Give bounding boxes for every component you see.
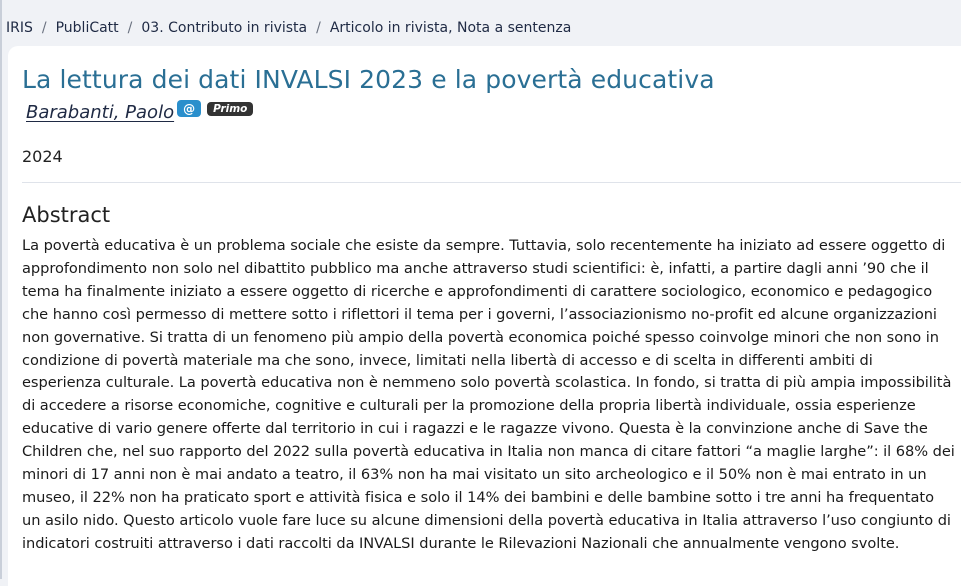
role-badge: Primo [207,102,253,116]
breadcrumb [0,0,961,42]
record-card [8,46,961,586]
record-title: La lettura dei dati INVALSI 2023 e la povertà educativa [22,65,715,94]
breadcrumb-separator: / [127,19,133,36]
section-divider [22,182,961,183]
author-link[interactable]: Barabanti, Paolo [26,102,175,123]
breadcrumb-link-type[interactable]: Articolo in rivista, Nota a sentenza [329,19,572,36]
breadcrumb-link-publicatt[interactable]: PubliCatt [55,19,119,36]
email-icon[interactable]: @ [177,100,201,117]
breadcrumb-link-collection[interactable]: 03. Contributo in rivista [141,19,308,36]
window-left-edge [0,0,2,579]
breadcrumb-separator: / [316,19,321,36]
breadcrumb-link-iris[interactable]: IRIS [6,19,33,36]
publication-year: 2024 [22,147,63,166]
breadcrumb-separator: / [41,19,47,36]
abstract-text: La povertà educativa è un problema sociale che esiste da sempre. Tuttavia, solo recentemente ha iniziato ad essere oggetto di approfondimento non solo nel dibattito pubblico ma anche attraverso studi scientifici: è, infatti, a partire dagli anni ’90 che il tema ha finalmente iniziato a essere oggetto di ricerche e approfondimenti di carattere sociologico, economico e pedagogico che hanno così permesso di mettere sotto i riflettori il tema per i governi, l’associazionismo no-profit ed alcune organizzazioni non governative. Si tratta di un fenomeno più ampio della povertà economica poiché spesso coinvolge minori che non sono in condizione di povertà materiale ma che sono, invece, limitati nella libertà di accesso e di scelta in differenti ambiti di esperienza culturale. La povertà educativa non è nemmeno solo povertà scolastica. In fondo, si tratta di più ampia impossibilità di accedere a risorse economiche, cognitive e culturali per la promozione della propria libertà individuale, ossia esperienze educative di vario genere offerte dal territorio in cui i ragazzi e le ragazze vivono. Questa è la convinzione anche di Save the Children che, nel suo rapporto del 2022 sulla povertà educativa in Italia non manca di citare fattori “a maglie larghe”: il 68% dei minori di 17 anni non è mai andato a teatro, il 63% non ha mai visitato un sito archeologico e il 50% non è mai entrato in un museo, il 22% non ha praticato sport e attività fisica e solo il 14% dei bambini e delle bambine sotto i tre anni ha frequentato un asilo nido. Questo articolo vuole fare luce su alcune dimensioni della povertà educativa in Italia attraverso l’uso congiunto di indicatori costruiti attraverso i dati raccolti da INVALSI durante le Rilevazioni Nazionali che annualmente vengono svolte. [22,237,955,552]
abstract-heading: Abstract [22,203,111,227]
author-row [26,102,253,123]
